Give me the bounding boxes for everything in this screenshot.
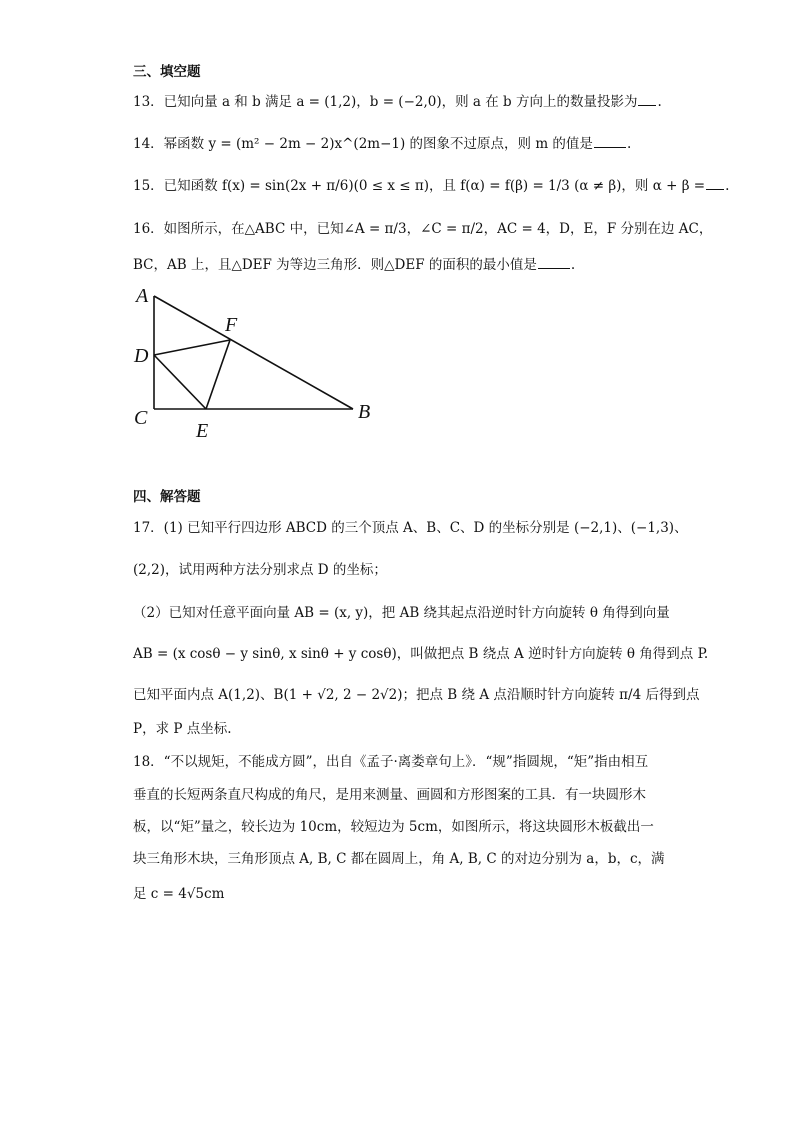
question-17-line-5: 已知平面内点 A(1,2)、B(1 + √2, 2 − 2√2)；把点 B 绕 A 点沿顺时针方向旋转 π/4 后得到点 [133,687,700,703]
section-3-heading: 三、填空题 [133,64,201,80]
section-4-heading: 四、解答题 [133,489,201,505]
question-18-line-3: 板，以“矩”量之，较长边为 10cm，较短边为 5cm，如图所示，将这块圆形木板截出一 [133,819,654,835]
question-14-text: 14．幂函数 y = (m² − 2m − 2)x^(2m−1) 的图象不过原点，则 m 的值是 [133,136,593,152]
label-b: B [358,401,371,423]
label-d: D [134,345,149,367]
label-a: A [136,285,149,307]
side-ef [206,340,230,409]
label-e: E [196,420,209,442]
question-17-line-1: 17．(1) 已知平行四边形 ABCD 的三个顶点 A、B、C、D 的坐标分别是 (−2,1)、(−1,3)、 [133,520,688,536]
label-f: F [225,314,238,336]
question-17-line-3: （2）已知对任意平面向量 AB = (x, y)，把 AB 绕其起点沿逆时针方向旋转 θ 角得到向量 [133,605,670,621]
question-16-line-1: 16．如图所示，在△ABC 中，已知∠A = π/3，∠C = π/2，AC = 4，D，E，F 分别在边 AC， [133,221,713,237]
question-15: 15．已知函数 f(x) = sin(2x + π/6)(0 ≤ x ≤ π)，且 f(α) = f(β) = 1/3 (α ≠ β)，则 α + β = . [133,178,730,194]
question-18-line-4: 块三角形木块，三角形顶点 A, B, C 都在圆周上，角 A, B, C 的对边分别为 a，b，c，满 [133,851,665,867]
question-13: 13．已知向量 a 和 b 满足 a = (1,2)，b = (−2,0)，则 a 在 b 方向上的数量投影为 . [133,94,662,110]
answer-blank [594,134,626,148]
question-16-line-2: BC，AB 上，且△DEF 为等边三角形．则△DEF 的面积的最小值是 . [133,257,576,273]
question-16-text: BC，AB 上，且△DEF 为等边三角形．则△DEF 的面积的最小值是 [133,257,537,273]
answer-blank [538,255,570,269]
question-14: 14．幂函数 y = (m² − 2m − 2)x^(2m−1) 的图象不过原点，则 m 的值是 . [133,136,632,152]
question-17-line-6: P，求 P 点坐标. [133,721,232,737]
triangle-figure [128,282,378,446]
side-de [154,355,206,409]
question-17-line-2: (2,2)，试用两种方法分别求点 D 的坐标； [133,562,387,578]
label-c: C [134,407,148,429]
question-18-line-1: 18．“不以规矩，不能成方圆”，出自《孟子·离娄章句上》．“规”指圆规，“矩”指由相互 [133,754,649,770]
question-18-line-5: 足 c = 4√5cm [133,886,225,902]
question-17-line-4: AB = (x cosθ − y sinθ, x sinθ + y cosθ)，叫做把点 B 绕点 A 逆时针方向旋转 θ 角得到点 P. [133,646,709,662]
question-18-line-2: 垂直的长短两条直尺构成的角尺，是用来测量、画圆和方形图案的工具．有一块圆形木 [133,787,646,803]
side-df [154,340,230,355]
side-ab [154,296,353,409]
answer-blank [706,176,724,190]
question-15-text: 15．已知函数 f(x) = sin(2x + π/6)(0 ≤ x ≤ π)，且 f(α) = f(β) = 1/3 (α ≠ β)，则 α + β = [133,178,706,194]
answer-blank [638,92,656,106]
question-13-text: 13．已知向量 a 和 b 满足 a = (1,2)，b = (−2,0)，则 a 在 b 方向上的数量投影为 [133,94,638,110]
